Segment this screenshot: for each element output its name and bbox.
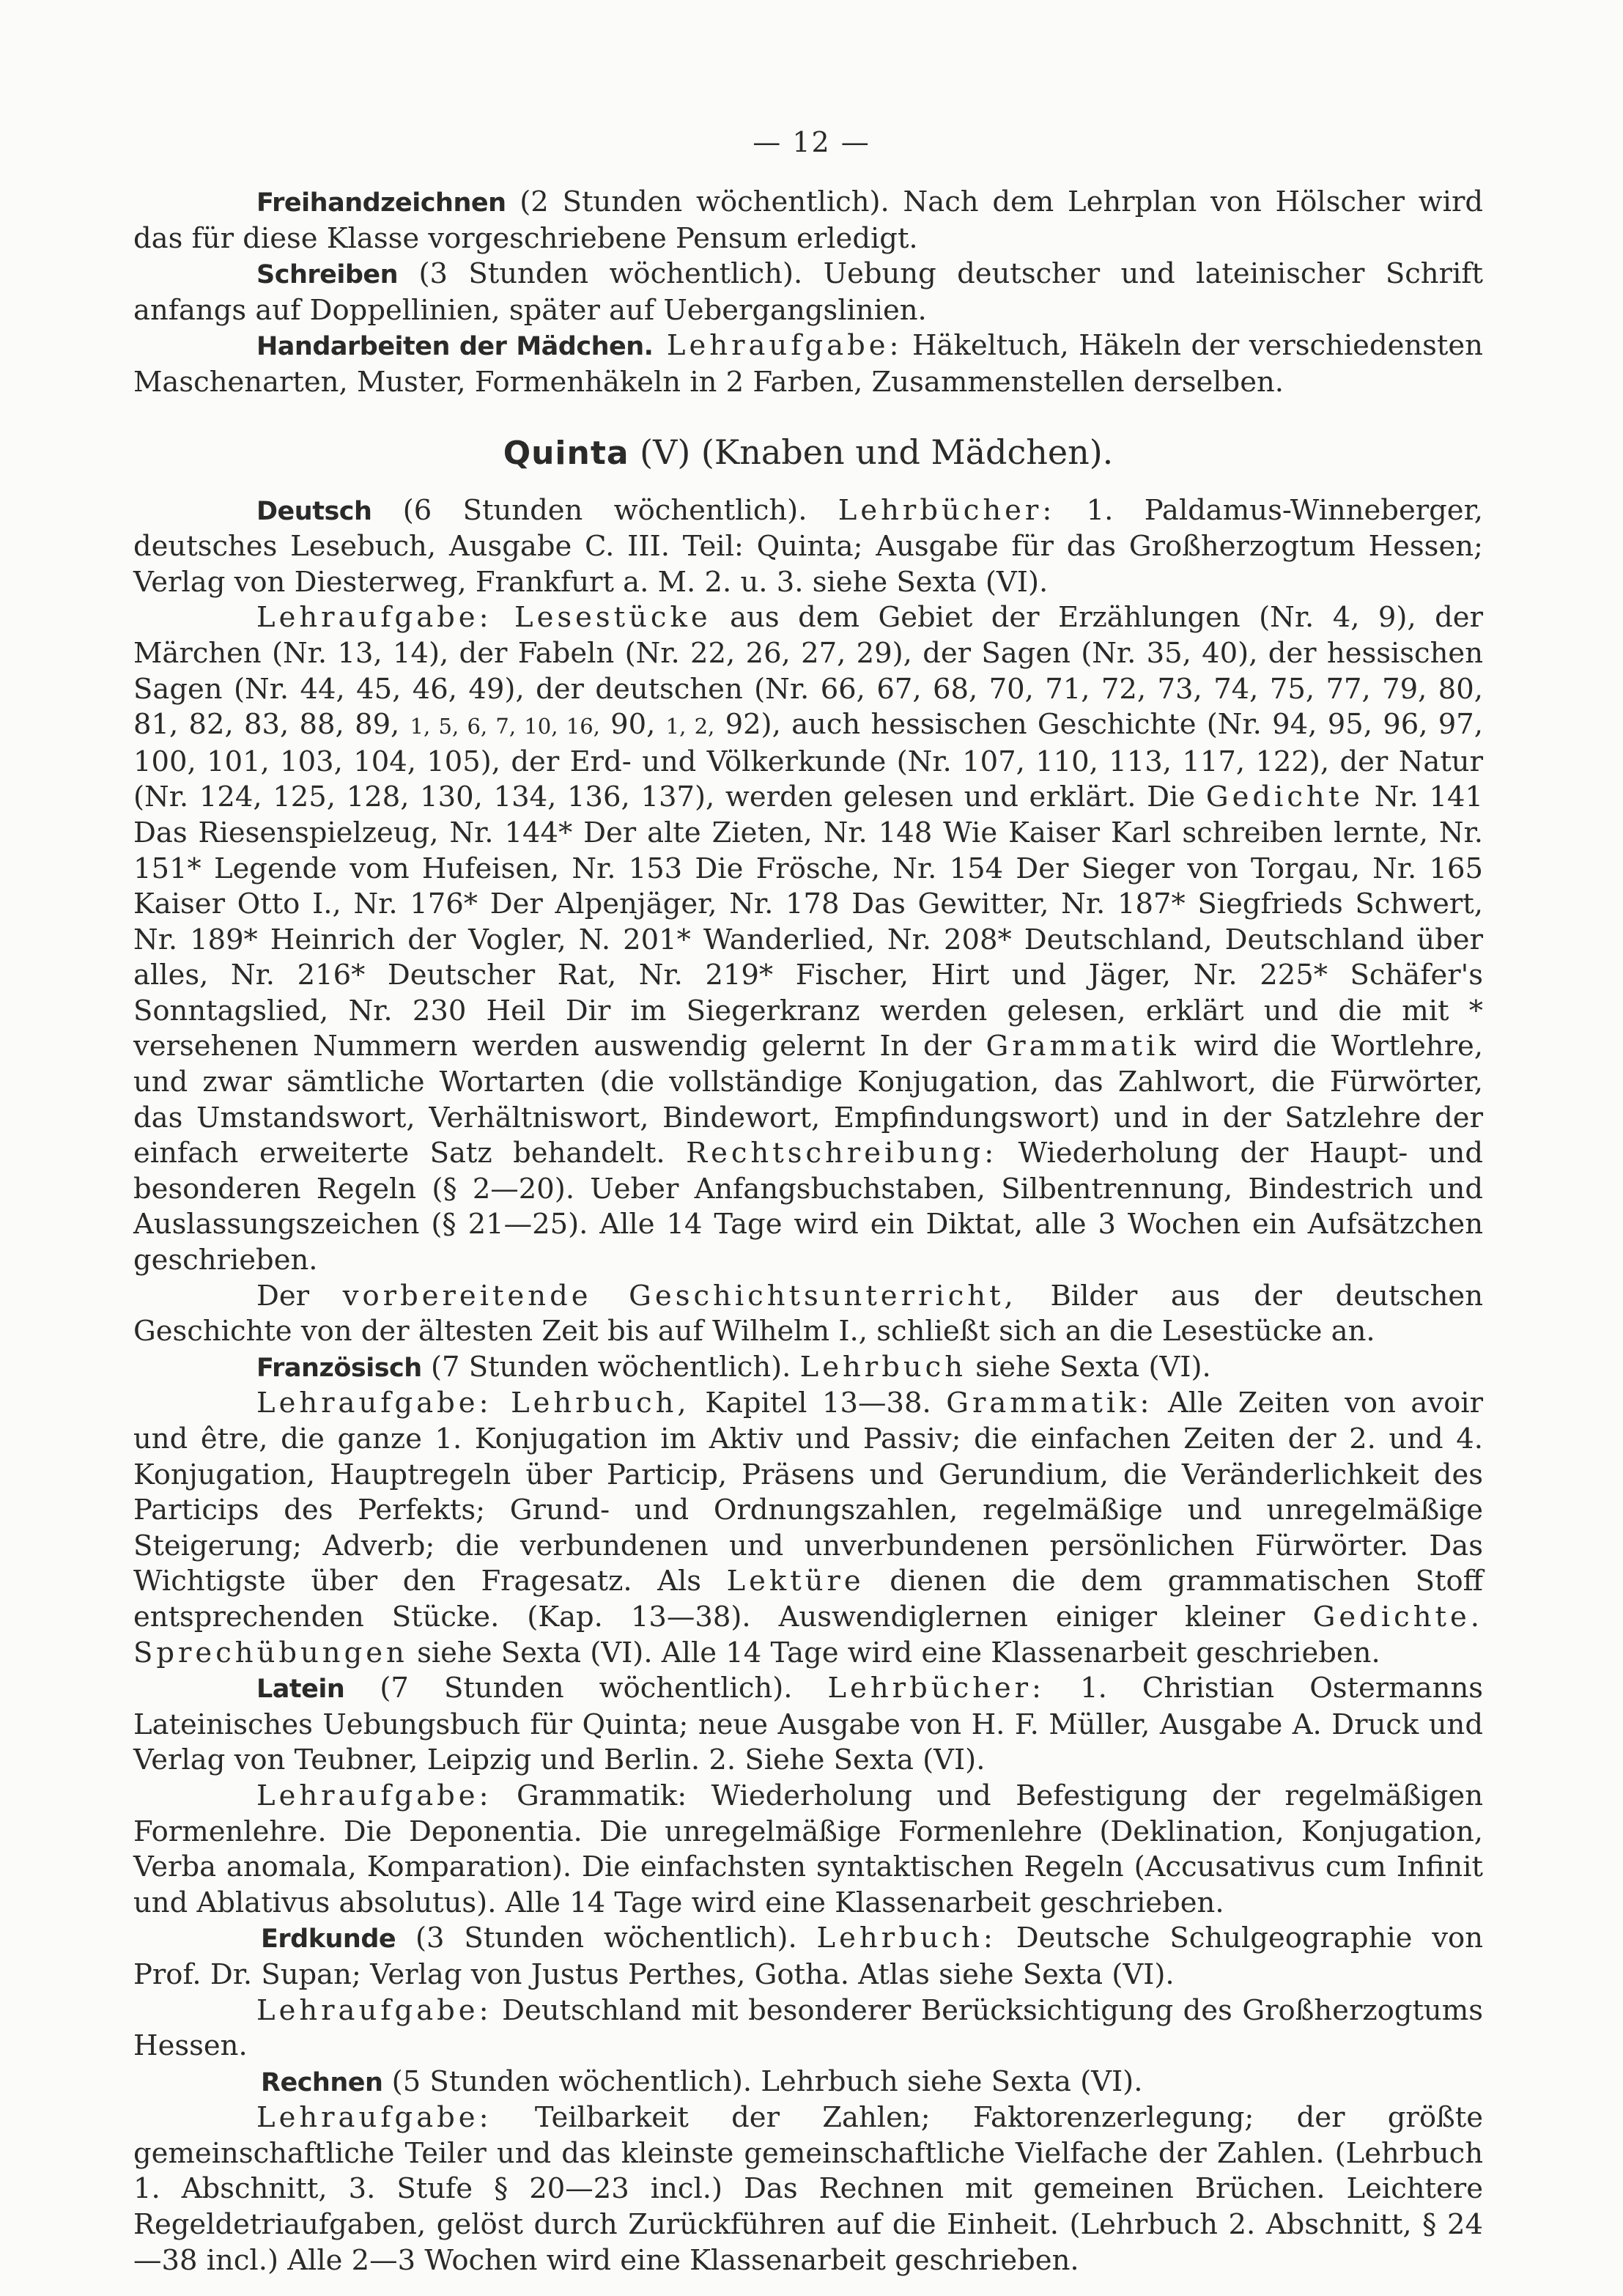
spaced-term: Lehraufgabe: Lehrbuch, <box>256 1387 690 1420</box>
paragraph-erdkunde-1 <box>133 1921 1483 1993</box>
spaced-term: Lektüre <box>726 1565 865 1598</box>
paragraph-text: (3 Stunden wöchentlich). <box>396 1922 817 1955</box>
small-numbers: 1, 2, <box>665 714 715 739</box>
paragraph-deutsch-1 <box>133 493 1483 601</box>
subject-heading: Deutsch <box>256 496 372 526</box>
section-heading-quinta <box>133 430 1483 476</box>
paragraph-text: 1. Paldamus-Winneberger, deutsches Lesebuch, Ausgabe C. III. Teil: Quinta; Ausgabe für das Großherzogtum Hessen; Verlag von Diesterweg, Frankfurt a. M. 2. u. 3. siehe Sexta (VI). <box>133 493 1483 599</box>
paragraph-rechnen-1 <box>133 2064 1483 2101</box>
subject-heading: Latein <box>256 1675 345 1705</box>
subject-heading: Rechnen <box>261 2067 383 2097</box>
paragraph-text: Nr. 141 Das Riesenspielzeug, Nr. 144* Der alte Zieten, Nr. 148 Wie Kaiser Karl schreiben lernte, Nr. 151* Legende vom Hufeisen, Nr. 153 Die Frösche, Nr. 154 Der Sieger von Torgau, Nr. 165 Kaiser Otto I., Nr. 176* Der Alpenjäger, Nr. 178 Das Gewitter, Nr. 187* Siegfrieds Schwert, Nr. 189* Heinrich der Vogler, N. 201* Wanderlied, Nr. 208* Deutschland, Deutschland über alles, Nr. 216* Deutscher Rat, Nr. 219* Fischer, Hirt und Jäger, Nr. 225* Schäfer's Sonntagslied, Nr. 230 Heil Dir im Siegerkranz werden gelesen, erklärt und die mit * versehenen Nummern werden auswendig gelernt In der <box>133 780 1484 1063</box>
subject-heading: Handarbeiten der Mädchen. <box>256 332 654 362</box>
paragraph-franzoesisch-1 <box>133 1350 1483 1387</box>
paragraph-text: Kapitel 13—38. <box>690 1387 947 1420</box>
paragraph-text: aus dem Gebiet der Erzählungen (Nr. 4, 9), der Märchen (Nr. 13, 14), der Fabeln (Nr. 22, 26, 27, 29), der Sagen (Nr. 35, 40), der hessischen Sagen (Nr. 44, 45, 46, 49), der deutschen (Nr. 66, 67, 68, 70, 71, 72, 73, 74, 75, 77, 79, 80, 81, 82, 83, 88, 89, <box>133 601 1483 742</box>
paragraph-text: Teilbarkeit der Zahlen; Faktorenzerlegung; der größte gemeinschaftliche Teiler und das kleinste gemeinschaftliche Vielfache der Zahlen. (Lehrbuch 1. Abschnitt, 3. Stufe § 20—23 incl.) Das Rechnen mit gemeinen Brüchen. Leichtere Regeldetriaufgaben, gelöst durch Zurückführen auf die Einheit. (Lehrbuch 2. Abschnitt, § 24—38 incl.) Alle 2—3 Wochen wird eine Klassenarbeit geschrieben. <box>133 2101 1483 2277</box>
spaced-term: Lehraufgabe: Lesestücke <box>256 601 711 635</box>
small-numbers: 1, 5, 6, 7, 10, 16, <box>410 714 600 739</box>
paragraph-text: (7 Stunden wöchentlich). <box>421 1350 800 1384</box>
paragraph-text: siehe Sexta (VI). <box>966 1350 1211 1384</box>
paragraph-text: dienen die dem grammatischen Stoff entsprechenden Stücke. (Kap. 13—38). Auswendiglernen einiger kleiner <box>133 1565 1483 1634</box>
paragraph-text: (3 Stunden wöchentlich). Uebung deutscher und lateinischer Schrift anfangs auf Doppellinien, später auf Uebergangslinien. <box>133 257 1483 327</box>
paragraph-rechnen-2 <box>133 2100 1483 2278</box>
paragraph-franzoesisch-2 <box>133 1386 1483 1671</box>
paragraph-latein-2 <box>133 1779 1483 1921</box>
paragraph-text: Deutsche Schulgeographie von Prof. Dr. Supan; Verlag von Justus Perthes, Gotha. Atlas siehe Sexta (VI). <box>133 1922 1483 1991</box>
spaced-term: Lehrbücher: <box>827 1672 1046 1705</box>
spaced-term: Lehraufgabe: <box>256 2101 492 2135</box>
paragraph-text: Der <box>256 1279 343 1313</box>
spaced-term: Lehraufgabe: <box>653 329 903 363</box>
paragraph-text: (7 Stunden wöchentlich). <box>344 1672 828 1705</box>
paragraph-erdkunde-2 <box>133 1993 1483 2064</box>
spaced-term: vorbereitende Geschichtsunterricht, <box>342 1279 1017 1313</box>
heading-class-name: Quinta <box>503 434 629 472</box>
paragraph-text: Häkeltuch, Häkeln der verschiedensten Maschenarten, Muster, Formenhäkeln in 2 Farben, Zusammenstellen derselben. <box>133 329 1483 399</box>
spaced-term: Gedichte <box>1205 780 1364 814</box>
spaced-term: Gedichte. Sprechübungen <box>133 1600 1483 1669</box>
paragraph-schreiben <box>133 256 1483 328</box>
paragraph-text: siehe Sexta (VI). Alle 14 Tage wird eine Klassenarbeit geschrieben. <box>407 1636 1380 1669</box>
subject-heading: Französisch <box>256 1353 422 1383</box>
paragraph-handarbeiten <box>133 328 1483 400</box>
spaced-term: Lehrbuch <box>799 1350 966 1384</box>
page-number: — 12 — <box>753 126 870 158</box>
paragraph-latein-1 <box>133 1671 1483 1779</box>
paragraph-text: Alle Zeiten von avoir und être, die ganze 1. Konjugation im Aktiv und Passiv; die einfachen Zeiten der 2. und 4. Konjugation, Hauptregeln über Particip, Präsens und Gerundium, die Veränderlichkeit des Particips des Perfekts; Grund- und Ordnungszahlen, regelmäßige und unregelmäßige Steigerung; Adverb; die verbundenen und unverbundenen persönlichen Fürwörter. Das Wichtigste über den Fragesatz. Als <box>133 1387 1483 1598</box>
spaced-term: Grammatik: <box>946 1387 1153 1420</box>
paragraph-deutsch-2 <box>133 600 1483 1278</box>
spaced-term: Lehrbücher: <box>838 493 1056 527</box>
subject-heading: Erdkunde <box>261 1924 396 1954</box>
paragraph-text: (5 Stunden wöchentlich). Lehrbuch siehe Sexta (VI). <box>382 2064 1143 2098</box>
spaced-term: Rechtschreibung: <box>686 1137 998 1170</box>
spaced-term: Lehrbuch: <box>816 1922 997 1955</box>
paragraph-text: wird die Wortlehre, und zwar sämtliche Wortarten (die vollständige Konjugation, das Zahlwort, die Fürwörter, das Umstandswort, Verhältniswort, Bindewort, Empfindungswort) und in der Satzlehre der einfach erweiterte Satz behandelt. <box>133 1030 1483 1170</box>
paragraph-text: Bilder aus der deutschen Geschichte von der ältesten Zeit bis auf Wilhelm I., schließt sich an die Lesestücke an. <box>133 1279 1484 1348</box>
paragraph-text: Wiederholung der Haupt- und besonderen Regeln (§ 2—20). Ueber Anfangsbuchstaben, Silbentrennung, Bindestrich und Auslassungszeichen (§ 21—25). Alle 14 Tage wird ein Diktat, alle 3 Wochen ein Aufsätzchen geschrieben. <box>133 1137 1484 1277</box>
paragraph-text: Grammatik: Wiederholung und Befestigung der regelmäßigen Formenlehre. Die Deponentia. Die unregelmäßige Formenlehre (Deklination, Konjugation, Verba anomala, Komparation). Die einfachsten syntaktischen Regeln (Accusativus cum Infinit und Ablativus absolutus). Alle 14 Tage wird eine Klassenarbeit geschrieben. <box>133 1779 1483 1919</box>
paragraph-deutsch-3 <box>133 1279 1483 1350</box>
paragraph-text: (6 Stunden wöchentlich). <box>371 493 838 527</box>
paragraph-text: 90, <box>599 708 666 742</box>
spaced-term: Lehraufgabe: <box>256 1779 492 1812</box>
paragraph-text: Deutschland mit besonderer Berücksichtigung des Großherzogtums Hessen. <box>133 1993 1483 2063</box>
paragraph-text: 1. Christian Ostermanns Lateinisches Uebungsbuch für Quinta; neue Ausgabe von H. F. Müller, Ausgabe A. Druck und Verlag von Teubner, Leipzig und Berlin. 2. Siehe Sexta (VI). <box>133 1672 1483 1777</box>
paragraph-freihandzeichnen <box>133 185 1483 256</box>
paragraph-text: 92), auch hessischen Geschichte (Nr. 94, 95, 96, 97, 100, 101, 103, 104, 105), der Erd- und Völkerkunde (Nr. 107, 110, 113, 117, 122), der Natur (Nr. 124, 125, 128, 130, 134, 136, 137), werden gelesen und erklärt. Die <box>133 708 1483 814</box>
subject-heading: Freihandzeichnen <box>256 188 506 218</box>
heading-rest: (V) (Knaben und Mädchen). <box>629 432 1114 472</box>
page-body <box>133 185 1483 2278</box>
subject-heading: Schreiben <box>256 260 399 290</box>
spaced-term: Grammatik <box>986 1030 1180 1063</box>
spaced-term: Lehraufgabe: <box>256 1993 492 2027</box>
paragraph-text: (2 Stunden wöchentlich). Nach dem Lehrplan von Hölscher wird das für diese Klasse vorgeschriebene Pensum erledigt. <box>133 185 1483 255</box>
